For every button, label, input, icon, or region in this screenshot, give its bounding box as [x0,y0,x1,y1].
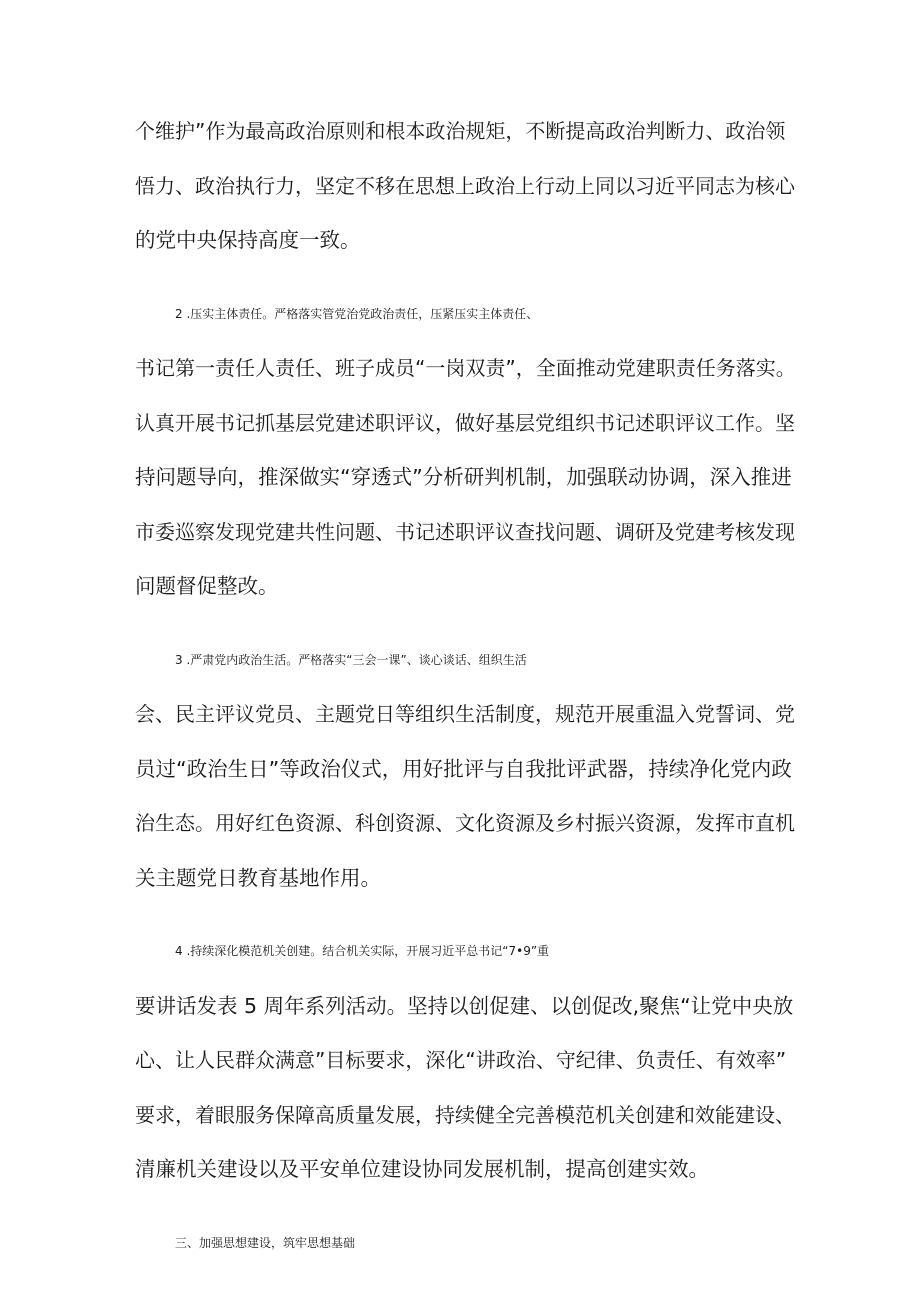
paragraph-2-line-6: 问题督促整改。 [135,574,279,598]
paragraph-2-line-5: 市委巡察发现党建共性问题、书记述职评议查找问题、调研及党建考核发现 [135,520,795,544]
paragraph-2-line-2: 书记第一责任人责任、班子成员“一岗双责”，全面推动党建职责任务落实。 [135,356,796,380]
paragraph-1-line-3: 的党中央保持高度一致。 [135,228,361,252]
section-heading: 三、加强思想建设，筑牢思想基础 [175,1236,356,1250]
paragraph-4-line-5: 清廉机关建设以及平安单位建设协同发展机制，提高创建实效。 [135,1157,709,1181]
paragraph-4-line-1: 4 .持续深化模范机关创建。结合机关实际，开展习近平总书记“7•9”重 [175,944,550,958]
paragraph-3-line-2: 会、民主评议党员、主题党日等组织生活制度，规范开展重温入党誓词、党 [135,702,795,726]
paragraph-1-line-1: 个维护”作为最高政治原则和根本政治规矩，不断提高政治判断力、政治领 [135,119,786,143]
paragraph-2-line-1: 2 .压实主体责任。严格落实管党治党政治责任，压紧压实主体责任、 [175,307,539,321]
paragraph-3-line-3: 员过“政治生日”等政治仪式，用好批评与自我批评武器，持续净化党内政 [135,757,792,781]
paragraph-4-line-2: 要讲话发表 5 周年系列活动。坚持以创促建、以创促改,聚焦“让党中央放 [135,994,794,1018]
paragraph-2-line-3: 认真开展书记抓基层党建述职评议，做好基层党组织书记述职评议工作。坚 [135,411,795,435]
paragraph-4-line-3: 心、让人民群众满意”目标要求，深化“讲政治、守纪律、负责任、有效率” [135,1048,787,1072]
paragraph-4-line-4: 要求，着眼服务保障高质量发展，持续健全完善模范机关创建和效能建设、 [135,1103,795,1127]
paragraph-3-line-5: 关主题党日教育基地作用。 [135,866,381,890]
paragraph-3-line-1: 3 .严肃党内政治生活。严格落实“三会一课”、谈心谈话、组织生活 [175,653,527,667]
paragraph-1-line-2: 悟力、政治执行力，坚定不移在思想上政治上行动上同以习近平同志为核心 [135,174,795,198]
paragraph-2-line-4: 持问题导向，推深做实“穿透式”分析研判机制，加强联动协调，深入推进 [135,465,792,489]
paragraph-3-line-4: 治生态。用好红色资源、科创资源、文化资源及乡村振兴资源，发挥市直机 [135,811,795,835]
